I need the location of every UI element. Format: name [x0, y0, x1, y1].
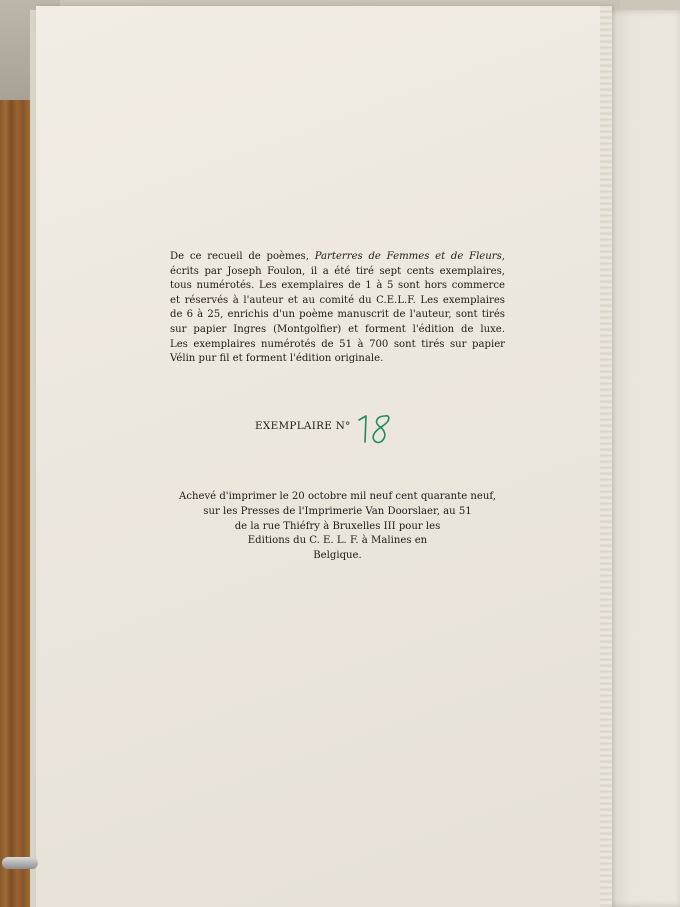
- facing-page: [606, 10, 680, 907]
- book-page: [36, 6, 611, 907]
- colophon-line-7: Les exemplaires numérotés de 51 à 700 sont tirés sur papier: [170, 338, 505, 350]
- colophon-line-6: sur papier Ingres (Montgolfier) et forment l'édition de luxe.: [170, 323, 505, 335]
- colophon-line-4: et réservés à l'auteur et au comité du C.E.L.F. Les exemplaires: [170, 294, 505, 306]
- handwritten-digit-8: [373, 416, 389, 443]
- handwritten-digit-1: [359, 416, 366, 442]
- printing-note: [170, 490, 505, 564]
- book-title: Parterres de Femmes et de Fleurs,: [314, 251, 505, 262]
- colophon-paragraph: [170, 250, 505, 367]
- colophon-line-2: écrits par Joseph Foulon, il a été tiré sept cents exemplaires,: [170, 265, 505, 277]
- printing-note-line-2: sur les Presses de l'Imprimerie Van Doorslaer, au 51: [203, 505, 472, 517]
- copy-number-label: EXEMPLAIRE N°: [255, 420, 351, 432]
- colophon-line-1: De ce recueil de poèmes, Parterres de Femmes et de Fleurs,: [170, 251, 505, 262]
- printing-note-line-5: Belgique.: [313, 550, 362, 562]
- colophon-line-5: de 6 à 25, enrichis d'un poème manuscrit de l'auteur, sont tirés: [170, 309, 505, 321]
- colophon-line-8: Vélin pur fil et forment l'édition originale.: [170, 353, 384, 365]
- metal-pin: [2, 857, 38, 869]
- printing-note-line-1: Achevé d'imprimer le 20 octobre mil neuf cent quarante neuf,: [179, 491, 496, 502]
- printing-note-line-4: Editions du C. E. L. F. à Malines en: [247, 535, 428, 547]
- colophon-line-3: tous numérotés. Les exemplaires de 1 à 5 sont hors commerce: [170, 280, 505, 292]
- printing-note-line-3: de la rue Thiéfry à Bruxelles III pour les: [234, 520, 441, 532]
- deckled-page-edge: [600, 6, 612, 907]
- handwritten-copy-number: [355, 410, 395, 446]
